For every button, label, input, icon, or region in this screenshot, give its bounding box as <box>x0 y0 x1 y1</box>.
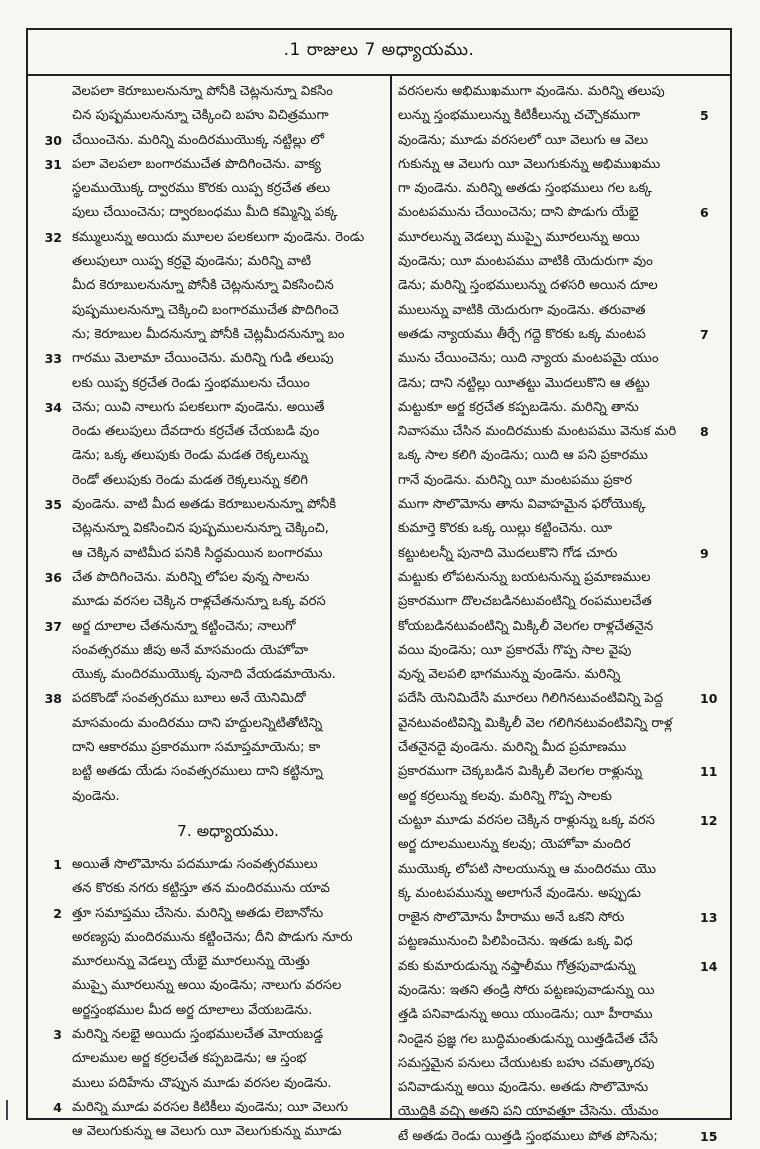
verse-number: 31 <box>44 156 62 172</box>
columns <box>28 76 730 1144</box>
text-line <box>72 736 384 760</box>
line-text: వరసలను అభిముఖముగా వుండెను. మరిన్ని తలుపు <box>397 84 665 99</box>
text-line <box>398 80 696 104</box>
right-column <box>392 76 730 1144</box>
line-text: వున్న వెలపలి భాగమున్ను వుండెను. మరిన్ని <box>397 667 621 683</box>
text-line <box>44 347 384 371</box>
line-text: మరిన్ని నలభై అయిదు స్తంభములచేత మోయబడ్డ <box>72 1026 323 1042</box>
line-text: సంవత్సరము జీపు అనే మాసమందు యెహోవా <box>72 642 309 658</box>
verse-number: 7 <box>700 326 709 342</box>
line-text: మట్టుకూ అర్జ కర్రచేత కప్పబడెను. మరిన్ని తాను <box>397 399 639 415</box>
text-line <box>72 274 384 298</box>
text-line <box>44 615 384 639</box>
line-text: చుట్టూ మూడు వరసల చెక్కిన రాళ్లున్ను ఒక్క వరస <box>397 812 655 828</box>
verse-number: 13 <box>700 910 718 926</box>
line-text: యొక్క మందిరముయొక్క పునాది వేయడమాయెను. <box>72 667 336 683</box>
line-text: ప్రకారముగా చెక్కబడిన మిక్కిలీ వెలగల రాళ్లున్ను <box>397 764 643 780</box>
line-text: చేయించెను. మరిన్ని మందిరముయొక్క నట్టిల్లు లో <box>72 132 324 148</box>
text-line <box>72 999 384 1023</box>
line-text: అరణ్యపు మందిరమును కట్టించెను; దీని పొడుగు నూరు <box>72 929 353 945</box>
text-line <box>398 833 696 857</box>
text-line <box>397 687 718 711</box>
line-text: రెండు తలుపులు దేవదారు కర్రచేత చేయబడి వుం <box>72 424 320 440</box>
line-text: ములున్ను వాటికి యెదురుగా వుండెను. తరువాత <box>397 302 646 318</box>
text-line <box>398 250 696 274</box>
text-line <box>398 517 696 541</box>
text-line <box>398 444 696 468</box>
text-line <box>72 80 384 104</box>
text-line <box>44 129 384 153</box>
text-line <box>398 1028 696 1052</box>
text-line <box>398 615 696 639</box>
text-line <box>72 299 384 323</box>
text-line <box>72 542 384 566</box>
line-text: మట్టుకు లోపటనున్ను బయటనున్ను ప్రమాణముల <box>397 569 651 585</box>
line-text: పుష్పములనున్నూ చెక్కించి బంగారముచేత పొదిగించె <box>72 302 339 318</box>
line-text: దూలముల అర్జ కర్రలచేత కప్పబడెను; ఆ స్తంభ <box>72 1051 307 1067</box>
text-line <box>397 760 718 784</box>
line-text: క్క మంటపమున్ను అలాగునే వుండెను. అప్పుడు <box>397 885 641 901</box>
text-line <box>398 347 696 371</box>
text-line <box>72 663 384 687</box>
verse-number: 34 <box>44 399 62 415</box>
line-text: వుండెను; యీ మంటపము వాటికి యెదురుగా వుం <box>397 254 653 270</box>
line-text: మరిన్ని మూడు వరసల కిటికీలు వుండెను; యీ వెలుగు <box>72 1099 349 1115</box>
line-text: పదకొండో సంవత్సరము బూలు అనే యెనిమిదో <box>72 691 306 707</box>
line-text: అర్జ కర్రలున్ను కలవు. మరిన్ని గొప్ప సాలకు <box>397 788 612 804</box>
page-header <box>28 30 730 76</box>
text-line <box>44 687 384 711</box>
line-text: మూడు వరసల చెక్కిన రాళ్లచేతనున్నూ ఒక్క వరస <box>72 594 326 610</box>
text-line <box>398 226 696 250</box>
line-text: డెను; మరిన్ని స్తంభములున్ను దళసరి అయిన దూల <box>397 278 658 294</box>
text-line <box>53 853 384 877</box>
verse-number: 8 <box>700 424 709 440</box>
verse-number: 36 <box>44 569 62 585</box>
text-line <box>398 566 696 590</box>
line-text: గుకున్ను ఆ వెలుగు యీ వెలుగుకున్ను అభిముఖము <box>397 156 661 172</box>
line-text: వైనటువంటివిన్ని మిక్కిలీ వెల గలిగినటువంటివిన్ని రాళ్ల <box>397 715 673 731</box>
verse-number: 33 <box>44 351 62 367</box>
left-column-text-bottom <box>53 853 384 1145</box>
text-line <box>72 177 384 201</box>
text-line <box>398 639 696 663</box>
text-line <box>397 104 709 128</box>
text-line <box>72 712 384 736</box>
line-text: పట్టణమునుంచి పిలిపించెను. ఇతడు ఒక్క విధ <box>397 934 633 950</box>
text-line <box>53 902 384 926</box>
text-line <box>72 1047 384 1071</box>
line-text: వుండెను. వాటి మీద అతడు కెరూబులనున్నూ పోనీకి <box>72 497 337 513</box>
line-text: మీద కెరూబులనున్నూ పోనీకి చెట్లనున్నూ వికసించిన <box>72 278 334 294</box>
line-text: ముయొక్క లోపటి సాలయున్ను ఆ మందిరము యొ <box>397 861 656 877</box>
line-text: గా వుండెను. మరిన్ని అతడు స్తంభములు గల ఒక్క <box>397 181 652 197</box>
line-text: వుండెను; మూడు వరసలలో యీ వెలుగు ఆ వెలు <box>397 132 649 148</box>
text-line <box>72 877 384 901</box>
text-line <box>398 785 696 809</box>
text-line <box>398 663 696 687</box>
text-line <box>398 882 696 906</box>
chapter-heading: 7. అధ్యాయము. <box>177 821 279 840</box>
line-text: ను; కెరూబుల మీదనున్నూ పోనీకి చెట్లమీదనున్నూ బం <box>72 326 345 342</box>
text-line <box>72 517 384 541</box>
line-text: వకు కుమారుడున్ను నఫ్తాలీము గోత్రపువాడున్ను <box>397 958 636 974</box>
text-line <box>72 104 384 128</box>
text-line <box>398 493 696 517</box>
line-text: ముగా సొలొమోను తాను వివాహమైన ఫరోయొక్క <box>397 497 646 513</box>
line-text: కోయబడినటువంటిన్ని మిక్కిలీ వెలగల రాళ్లచేతనైన <box>397 618 654 634</box>
text-line <box>44 396 384 420</box>
line-text: గారము మెలామా చేయించెను. మరిన్ని గుడి తలుపు <box>72 351 334 367</box>
text-line <box>72 760 384 784</box>
line-text: యొద్దికి వచ్చి అతని పని యావత్తూ చేసెను. యేమం <box>397 1104 659 1120</box>
text-line <box>398 1100 696 1124</box>
verse-number: 9 <box>700 545 709 561</box>
line-text: వుండెను. <box>72 788 120 804</box>
line-text: టే అతడు రెండు యిత్తడి స్తంభములు పోత పోసెను; <box>397 1128 658 1144</box>
text-line <box>397 906 718 930</box>
line-text: చిన పుష్పములనున్నూ చెక్కించి బహు విచిత్రముగా <box>72 108 329 124</box>
text-line <box>398 274 696 298</box>
text-line <box>398 736 696 760</box>
line-text: ఆ చెక్కిన వాటిమీద పనికి సిద్ధమయిన బంగారము <box>72 545 323 561</box>
text-line <box>398 396 696 420</box>
line-text: పులు చేయించెను; ద్వారబంధము మీది కమ్మిన్ని పక్క <box>72 205 338 221</box>
text-line <box>397 809 718 833</box>
line-text: పలా వెలపలా బంగారముచేత పొదిగించెను. వాక్య <box>72 156 321 172</box>
text-line <box>72 785 384 809</box>
text-line <box>398 177 696 201</box>
margin-mark <box>6 1100 8 1120</box>
line-text: పదేసి యెనిమిదేసి మూరలు గిలిగినటువంటివిన్ని పెద్ద <box>397 691 664 707</box>
line-text: ఒక్క సాల కలిగి వుండెను; యిది ఆ పని ప్రకారము <box>397 448 648 464</box>
verse-number: 4 <box>53 1099 62 1115</box>
text-line <box>53 1023 384 1047</box>
line-text: మును చేయించెను; యిది న్యాయ మంటపమై యుం <box>397 351 659 367</box>
line-text: గానే వుండెను. మరిన్ని యీ మంటపము ప్రకార <box>397 472 633 488</box>
text-line <box>44 226 384 250</box>
verse-number: 32 <box>44 229 62 245</box>
verse-number: 37 <box>44 618 62 634</box>
line-text: మంటపమును చేయించెను; దాని పొడుగు యేభై <box>397 205 639 221</box>
line-text: పనివాడున్ను అయి వుండెను. అతడు సొలొమోను <box>397 1080 649 1096</box>
text-line <box>398 153 696 177</box>
left-column <box>28 76 392 1140</box>
text-line <box>397 542 709 566</box>
line-text: ములు పదిహేను చొప్పున మూడు వరసల వుండెను. <box>72 1075 332 1091</box>
line-text: చేతనైనదై వుండెను. మరిన్ని మీద ప్రమాణము <box>397 740 627 756</box>
line-text: రాజైన సొలొమోను హీరాము అనే ఒకని సోరు <box>397 910 625 926</box>
text-line <box>398 1003 696 1027</box>
verse-number: 38 <box>44 691 62 707</box>
text-line <box>44 493 384 517</box>
text-line <box>398 1052 696 1076</box>
line-text: మాసమందు మందిరము దాని హద్దులన్నిటితోటిన్ని <box>72 715 323 731</box>
text-line <box>398 469 696 493</box>
text-line <box>53 1096 384 1120</box>
left-column-text-top <box>44 80 384 809</box>
text-line <box>397 201 709 225</box>
line-text: అర్జ దూలములున్ను కలవు; యెహోవా మందిర <box>397 837 631 853</box>
line-text: కట్టుటలన్నీ పునాది మొదలుకొని గోడ చూరు <box>397 545 618 561</box>
verse-number: 14 <box>700 958 718 974</box>
text-line <box>397 955 718 979</box>
verse-number: 15 <box>700 1128 718 1144</box>
text-line <box>44 153 384 177</box>
text-line <box>72 1120 384 1144</box>
text-line <box>72 250 384 274</box>
line-text: త్తూ సమాప్తము చేసెను. మరిన్ని అతడు లెబానోను <box>72 905 324 921</box>
line-text: అతడు న్యాయము తీర్చే గద్దె కొరకు ఒక్క మంటప <box>397 326 646 342</box>
text-line <box>72 469 384 493</box>
line-text: స్థలముయొక్క ద్వారము కొరకు యిప్ప కర్రచేత తలు <box>72 181 331 197</box>
line-text: రెండో తలుపుకు రెండు మడత రెక్కలున్ను కలిగి <box>72 472 308 488</box>
line-text: తలుపులూ యిప్ప కర్రవై వుండెను; మరిన్ని వాటి <box>72 254 312 270</box>
verse-number: 6 <box>700 205 709 221</box>
line-text: తన కొరకు నగరు కట్టిస్తూ తన మందిరమును యావ <box>72 881 330 897</box>
text-line <box>72 323 384 347</box>
line-text: సమస్తమైన పనులు చేయుటకు బహు చమత్కారపు <box>397 1055 655 1071</box>
line-text: వెలపలా కెరూబులనున్నూ పోనీకి చెట్లనున్నూ వికసిం <box>72 84 333 99</box>
text-line <box>72 372 384 396</box>
right-column-text <box>397 80 718 1149</box>
text-line <box>398 590 696 614</box>
text-line <box>72 974 384 998</box>
text-line <box>398 372 696 396</box>
line-text: మూరలున్ను వెడల్పు యేభై మూరలున్ను యెత్తు <box>72 954 310 970</box>
text-line <box>398 1076 696 1100</box>
verse-number: 10 <box>700 691 718 707</box>
line-text: ప్రకారముగా దొలచబడినటువంటిన్ని రంపములచేత <box>397 594 652 610</box>
text-line <box>72 1072 384 1096</box>
line-text: ఆ వెలుగుకున్ను ఆ వెలుగు యీ వెలుగుకున్ను మూడు <box>72 1124 342 1140</box>
line-text: వుండెను: ఇతని తండ్రి సోరు పట్టణపువాడున్ను యి <box>397 982 655 998</box>
line-text: త్తడి పనివాడున్ను అయి యుండెను; యీ హీరాము <box>397 1007 653 1023</box>
verse-number: 2 <box>53 905 62 921</box>
line-text: అర్జ దూలాల చేతనున్నూ కట్టించెను; నాలుగో <box>72 618 296 634</box>
line-text: కమ్ములున్ను అయిదు మూలల పలకలుగా వుండెను. రెండు <box>72 229 365 245</box>
verse-number: 3 <box>53 1026 62 1042</box>
line-text: ముప్పై మూరలున్ను అయి వుండెను; నాలుగు వరసల <box>72 978 342 994</box>
text-line <box>398 858 696 882</box>
verse-number: 30 <box>44 132 62 148</box>
line-text: కుమార్తె కొరకు ఒక్క యిల్లు కట్టించెను. యీ <box>397 521 613 537</box>
text-line <box>44 566 384 590</box>
text-line <box>72 420 384 444</box>
verse-number: 5 <box>700 108 709 124</box>
line-text: అర్జస్తంభముల మీద అర్జ దూలాలు వేయబడెను. <box>72 1002 313 1018</box>
text-line <box>72 926 384 950</box>
text-line <box>398 979 696 1003</box>
verse-number: 11 <box>700 764 718 780</box>
line-text: వయి వుండెను; యీ ప్రకారమే గొప్ప సాల వైపు <box>397 642 632 658</box>
text-line <box>72 950 384 974</box>
text-line <box>72 201 384 225</box>
page-title: .1 రాజులు 7 అధ్యాయము. <box>283 40 475 60</box>
line-text: అయితే సొలొమోను పదమూడు సంవత్సరములు <box>72 856 318 872</box>
line-text: లకు యిప్ప కర్రచేత రెండు స్తంభములను చేయిం <box>72 375 310 391</box>
verse-number: 35 <box>44 497 62 513</box>
text-line <box>397 1125 718 1149</box>
text-line <box>397 420 709 444</box>
text-line <box>398 930 696 954</box>
bible-page <box>26 28 732 1144</box>
line-text: చేత పొదిగించెను. మరిన్ని లోపల వున్న సాలను <box>72 569 310 585</box>
verse-number: 12 <box>700 812 718 828</box>
line-text: నివాసము చేసిన మందిరముకు మంటపము వెనుక మరి <box>397 424 677 440</box>
text-line <box>398 129 696 153</box>
line-text: దాని ఆకారము ప్రకారముగా సమాప్తమాయెను; కా <box>72 740 321 756</box>
text-line <box>72 444 384 468</box>
text-line <box>398 712 696 736</box>
text-line <box>72 590 384 614</box>
line-text: మూరలున్ను వెడల్పు ముప్పై మూరలున్ను అయి <box>397 229 640 245</box>
text-line <box>397 323 709 347</box>
text-line <box>72 639 384 663</box>
line-text: లున్ను స్తంభములున్ను కిటికీలున్ను చచ్చౌకముగా <box>397 108 641 124</box>
line-text: నిండైన ప్రజ్ఞ గల బుద్ధిమంతుడున్ను యిత్తడిచేత చేసే <box>397 1031 658 1047</box>
line-text: చెను; యివి నాలుగు పలకలుగా వుండెను. అయితే <box>72 399 325 415</box>
line-text: చెట్లనున్నూ వికసించిన పుష్పములనున్నూ చెక్కించి, <box>72 521 329 537</box>
line-text: బట్టి అతడు యేడు సంవత్సరములు దాని కట్టిన్నూ <box>72 764 323 780</box>
line-text: డెను; దాని నట్టిల్లు యీతట్టు మొదలుకొని ఆ తట్టు <box>397 375 650 391</box>
line-text: డెను; ఒక్క తలుపుకు రెండు మడత రెక్కలున్ను <box>72 448 309 464</box>
text-line <box>398 299 696 323</box>
verse-number: 1 <box>53 856 62 872</box>
